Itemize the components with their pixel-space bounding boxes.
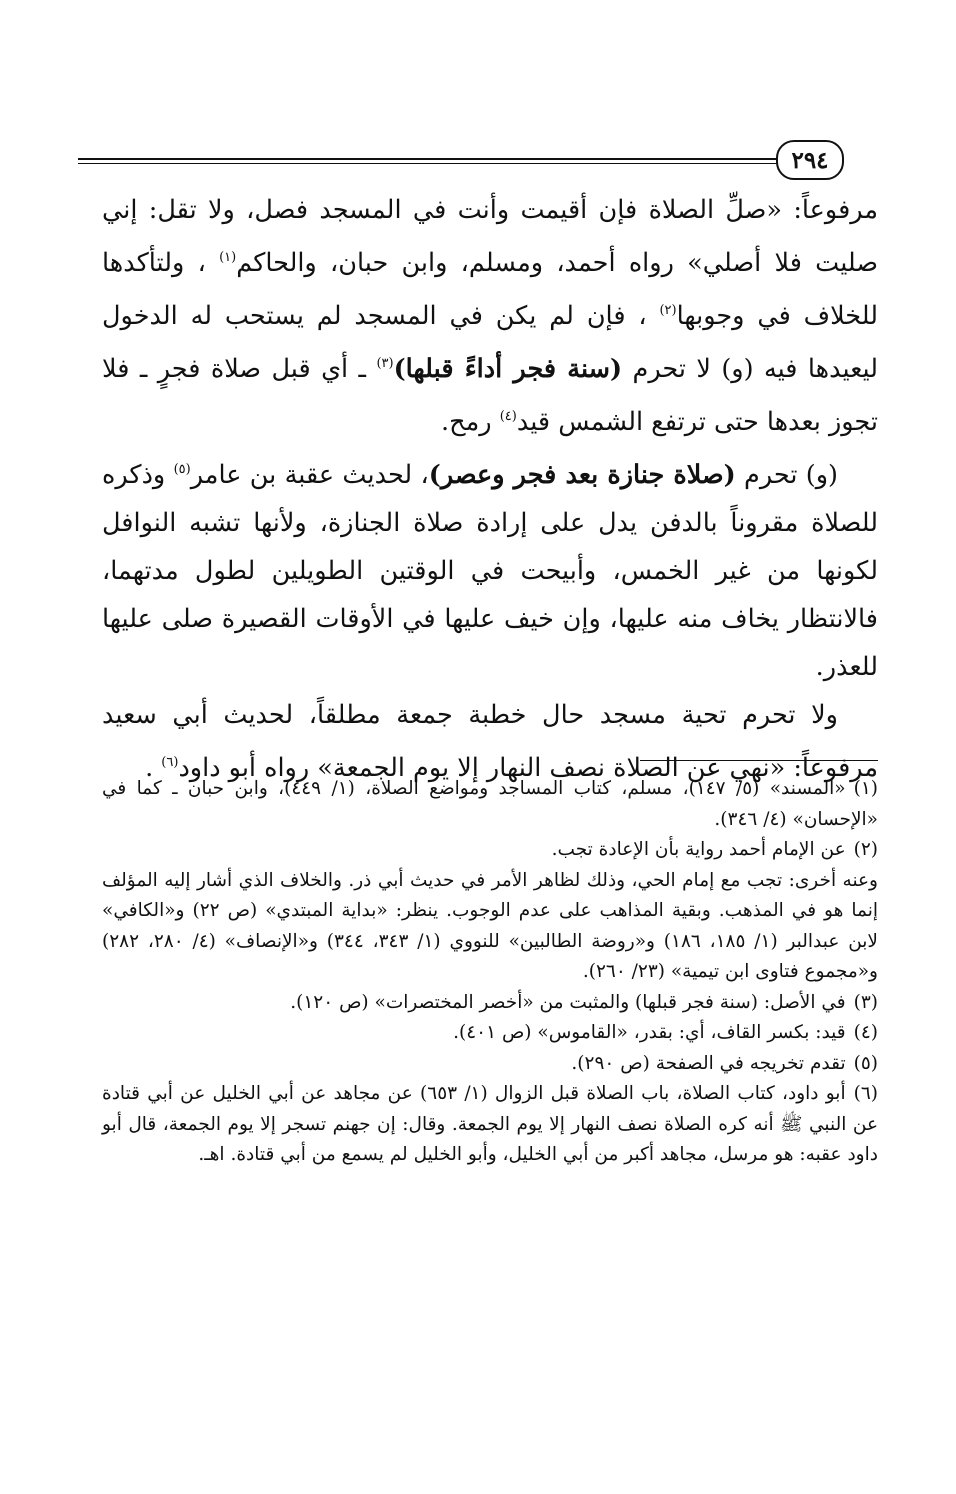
footnote-text: في الأصل: (سنة فجر قبلها) والمثبت من «أخصر المختصرات» (ص ١٢٠).	[290, 991, 846, 1013]
footnote-text: أبو داود، كتاب الصلاة، باب الصلاة قبل الزوال (١/ ٦٥٣) عن مجاهد عن أبي الخليل عن أبي قتادة عن النبي ﷺ أنه كره الصلاة نصف النهار إلا يوم الجمعة. وقال: إن جهنم تسجر إلا يوم الجمعة، قال أبو داود عقبه: هو مرسل، مجاهد أكبر من أبي الخليل، وأبو الخليل لم يسمع من أبي قتادة. اهـ.	[102, 1083, 878, 1165]
footnote-text: «المسند» (٥/ ١٤٧)، مسلم، كتاب المساجد ومواضع الصلاة، (١/ ٤٤٩)، وابن حبان ـ كما في «الإحسان» (٤/ ٣٤٦).	[102, 778, 878, 830]
text-run: وذكره للصلاة مقروناً بالدفن يدل على إرادة صلاة الجنازة، ولأنها تشبه النوافل لكونها من غير الخمس، وأبيحت في الوقتين الطويلين لطول مدتهما، فالانتظار يخاف منه عليها، وإن خيف عليها في الأوقات القصيرة صلى عليها للعذر.	[102, 460, 878, 682]
text-run: مرفوعاً: «صلِّ الصلاة فإن أقيمت وأنت في المسجد فصل، ولا تقل: إني صليت فلا أصلي» رواه أحمد، ومسلم، وابن حبان، والحاكم	[102, 195, 879, 278]
bold-term: (صلاة جنازة بعد فجر وعصر)	[428, 460, 736, 490]
footnote-text: تقدم تخريجه في الصفحة (ص ٢٩٠).	[571, 1052, 846, 1074]
footnote-marker: (٥)	[173, 462, 191, 477]
footnote-2	[102, 835, 878, 866]
text-run: رمح.	[441, 407, 500, 437]
page-number: ٢٩٤	[791, 146, 829, 174]
footnote-marker: (٢)	[659, 303, 677, 318]
footnote-text: عن الإمام أحمد رواية بأن الإعادة تجب.	[551, 839, 846, 860]
footnote-number: (٤)	[853, 1022, 878, 1043]
page-header	[78, 136, 844, 180]
footnote-marker: (٣)	[376, 356, 394, 371]
footnote-6	[102, 1079, 878, 1171]
footnote-number: (١)	[853, 778, 878, 799]
paragraph-2	[102, 446, 878, 691]
footnote-1	[102, 774, 878, 835]
text-run: .	[145, 753, 162, 783]
footnote-number: (٣)	[853, 991, 878, 1013]
footnote-separator	[640, 760, 878, 761]
footnote-5	[102, 1049, 878, 1080]
main-text	[102, 186, 878, 792]
footnotes	[102, 774, 878, 1171]
text-run: ، ولتأكدها للخلاف في وجوبها	[102, 248, 878, 331]
header-rule	[78, 158, 784, 164]
footnote-marker: (١)	[219, 250, 237, 265]
paragraph-1	[102, 186, 878, 446]
text-run: ، فإن لم يكن في المسجد لم يستحب له الدخول ليعيدها فيه (و) لا تحرم	[102, 301, 878, 384]
footnote-number: (٥)	[853, 1052, 878, 1074]
footnote-marker: (٦)	[161, 755, 179, 770]
text-run: ، لحديث عقبة بن عامر	[190, 460, 429, 490]
page-number-badge	[776, 140, 844, 180]
footnote-4	[102, 1018, 878, 1049]
text-run: ولا تحرم تحية مسجد حال خطبة جمعة مطلقاً، لحديث أبي سعيد مرفوعاً: «نهي عن الصلاة نصف النهار إلا يوم الجمعة» رواه أبو داود	[102, 700, 878, 783]
text-run: (و) تحرم	[735, 460, 838, 490]
footnote-2-continuation: وعنه أخرى: تجب مع إمام الحي، وذلك لظاهر الأمر في حديث أبي ذر. والخلاف الذي أشار إليه المؤلف إنما هو في المذهب. وبقية المذاهب على عدم الوجوب. ينظر: «بداية المبتدي» (ص ٢٢) و«الكافي» لابن عبدالبر (١/ ١٨٥، ١٨٦) و«روضة الطالبين» للنووي (١/ ٣٤٣، ٣٤٤) و«الإنصاف» (٤/ ٢٨٠، ٢٨٢) و«مجموع فتاوى ابن تيمية» (٢٣/ ٢٦٠).	[102, 869, 878, 982]
footnote-number: (٢)	[853, 839, 878, 860]
footnote-marker: (٤)	[499, 409, 517, 424]
footnote-number: (٦)	[853, 1083, 878, 1104]
bold-term: (سنة فجر أداءً قبلها)	[393, 354, 623, 384]
footnote-3	[102, 988, 878, 1019]
footnote-text: قيد: بكسر القاف، أي: بقدر، «القاموس» (ص ٤٠١).	[453, 1022, 846, 1043]
text-run: ـ أي قبل صلاة فجرٍ ـ فلا تجوز بعدها حتى ترتفع الشمس قيد	[102, 354, 878, 437]
